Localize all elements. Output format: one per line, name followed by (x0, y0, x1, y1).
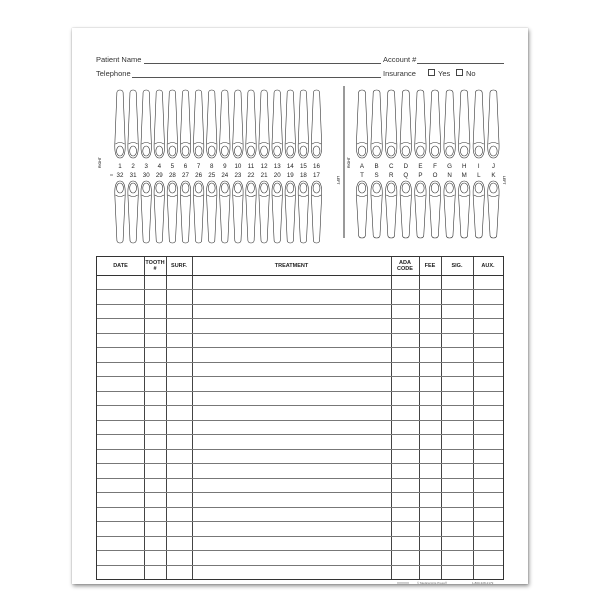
table-row[interactable] (97, 333, 503, 334)
tooth-letter-D: D (403, 163, 409, 170)
tooth-number-11: 11 (247, 163, 255, 170)
tooth-number-8: 8 (209, 163, 214, 170)
table-row[interactable] (97, 405, 503, 406)
tooth-letter-P: P (418, 172, 423, 179)
primary-lower-tooth-S[interactable] (371, 181, 382, 238)
primary-upper-tooth-E[interactable] (415, 90, 426, 158)
lower-tooth-32[interactable] (115, 181, 125, 243)
lower-tooth-19[interactable] (285, 181, 295, 243)
table-row[interactable] (97, 449, 503, 450)
lower-tooth-17[interactable] (311, 181, 321, 243)
tooth-letter-M: M (461, 172, 467, 179)
treatment-table (96, 256, 504, 580)
upper-tooth-1[interactable] (115, 90, 125, 158)
tooth-letter-T: T (360, 172, 364, 179)
insurance-no-label: No (466, 69, 476, 78)
primary-lower-tooth-N[interactable] (444, 181, 455, 238)
primary-upper-tooth-F[interactable] (429, 90, 440, 158)
tooth-letter-F: F (433, 163, 437, 170)
tooth-number-21: 21 (260, 172, 268, 179)
tooth-number-25: 25 (208, 172, 216, 179)
table-row[interactable] (97, 521, 503, 522)
primary-right-side-label: RIGHT (347, 157, 351, 168)
header-divider (97, 275, 503, 276)
tooth-number-12: 12 (260, 163, 268, 170)
lower-tooth-24[interactable] (220, 181, 230, 243)
table-row[interactable] (97, 391, 503, 392)
table-row[interactable] (97, 376, 503, 377)
lower-tooth-26[interactable] (193, 181, 203, 243)
lower-tooth-22[interactable] (246, 181, 256, 243)
table-row[interactable] (97, 289, 503, 290)
lower-tooth-28[interactable] (167, 181, 177, 243)
tooth-number-6: 6 (183, 163, 188, 170)
tooth-number-26: 26 (195, 172, 203, 179)
patient-name-label: Patient Name (96, 55, 142, 64)
tooth-number-18: 18 (299, 172, 307, 179)
tooth-number-15: 15 (299, 163, 307, 170)
tooth-number-2: 2 (131, 163, 135, 170)
table-row[interactable] (97, 318, 503, 319)
upper-tooth-5[interactable] (167, 90, 177, 158)
tooth-letter-J: J (491, 163, 495, 170)
upper-tooth-6[interactable] (180, 90, 190, 158)
lower-tooth-31[interactable] (128, 181, 138, 243)
table-row[interactable] (97, 304, 503, 305)
dental-chart-form (72, 28, 528, 584)
tooth-number-32: 32 (116, 172, 124, 179)
upper-tooth-15[interactable] (298, 90, 308, 158)
tooth-number-16: 16 (313, 163, 320, 170)
upper-tooth-8[interactable] (206, 90, 216, 158)
tooth-number-29: 29 (155, 172, 163, 179)
header-treatment: TREATMENT (274, 263, 309, 269)
tooth-letter-C: C (388, 163, 394, 170)
table-row[interactable] (97, 434, 503, 435)
lower-tooth-25[interactable] (206, 181, 216, 243)
column-divider (192, 257, 193, 579)
left-side-label: LEFT (336, 176, 340, 185)
primary-upper-tooth-A[interactable] (356, 90, 367, 158)
tooth-number-23: 23 (234, 172, 242, 179)
tooth-number-5: 5 (170, 163, 175, 170)
tooth-number-7: 7 (196, 163, 201, 170)
telephone-label: Telephone (96, 69, 131, 78)
insurance-label: Insurance (383, 69, 416, 78)
tooth-letter-N: N (447, 172, 452, 179)
primary-lower-tooth-R[interactable] (386, 181, 397, 238)
table-row[interactable] (97, 550, 503, 551)
tooth-number-24: 24 (221, 172, 229, 179)
tooth-number-20: 20 (273, 172, 281, 179)
upper-tooth-16[interactable] (311, 90, 321, 158)
right-side-label: RIGHT (98, 157, 102, 168)
tooth-letter-K: K (491, 172, 496, 179)
primary-left-side-label: LEFT (502, 176, 506, 185)
primary-upper-tooth-D[interactable] (400, 90, 411, 158)
primary-upper-tooth-C[interactable] (386, 90, 397, 158)
tooth-letter-B: B (374, 163, 379, 170)
tooth-letter-G: G (447, 163, 453, 170)
header-date: DATE (113, 263, 128, 269)
column-divider (144, 257, 145, 579)
lower-tooth-27[interactable] (180, 181, 190, 243)
header-aux: AUX. (481, 263, 495, 269)
header-fee: FEE (424, 263, 436, 269)
tooth-number-13: 13 (273, 163, 281, 170)
insurance-yes-label: Yes (438, 69, 451, 78)
primary-upper-tooth-B[interactable] (371, 90, 382, 158)
column-divider (419, 257, 420, 579)
upper-tooth-12[interactable] (259, 90, 269, 158)
publisher-phone: 1-800-328-2179 (472, 581, 494, 585)
table-row[interactable] (97, 536, 503, 537)
tooth-number-1: 1 (118, 163, 122, 170)
tooth-letter-L: L (477, 172, 481, 179)
tooth-number-9: 9 (223, 163, 227, 170)
tooth-number-10: 10 (234, 163, 242, 170)
header-tooth: TOOTH # (145, 260, 165, 272)
header-sig: SIG. (451, 263, 463, 269)
primary-lower-tooth-L[interactable] (473, 181, 484, 238)
publisher-copyright: © Medical Arts Press® (417, 581, 448, 585)
table-row[interactable] (97, 420, 503, 421)
primary-upper-tooth-J[interactable] (488, 90, 499, 158)
header-surface: SURF. (171, 263, 187, 269)
tooth-letter-O: O (432, 172, 438, 179)
tooth-letter-E: E (418, 163, 423, 170)
column-divider (391, 257, 392, 579)
table-row[interactable] (97, 492, 503, 493)
upper-tooth-2[interactable] (128, 90, 138, 158)
tooth-number-3: 3 (144, 163, 148, 170)
tooth-number-17: 17 (313, 172, 320, 179)
tooth-number-19: 19 (286, 172, 294, 179)
primary-upper-tooth-I[interactable] (473, 90, 484, 158)
upper-tooth-9[interactable] (220, 90, 230, 158)
tooth-letter-S: S (374, 172, 379, 179)
tooth-letter-R: R (388, 172, 394, 179)
table-row[interactable] (97, 347, 503, 348)
tooth-letter-A: A (359, 163, 365, 170)
lower-tooth-20[interactable] (272, 181, 282, 243)
primary-lower-tooth-T[interactable] (356, 181, 367, 238)
primary-lower-tooth-Q[interactable] (400, 181, 411, 238)
table-row[interactable] (97, 478, 503, 479)
upper-tooth-10[interactable] (233, 90, 243, 158)
lower-tooth-23[interactable] (233, 181, 243, 243)
tooth-number-22: 22 (247, 172, 255, 179)
column-divider (441, 257, 442, 579)
primary-lower-tooth-P[interactable] (415, 181, 426, 238)
tooth-number-31: 31 (129, 172, 137, 179)
account-label: Account # (383, 55, 417, 64)
lower-tooth-29[interactable] (154, 181, 164, 243)
primary-lower-tooth-M[interactable] (459, 181, 470, 238)
tooth-number-30: 30 (142, 172, 150, 179)
primary-upper-tooth-H[interactable] (459, 90, 470, 158)
tooth-letter-H: H (461, 163, 467, 170)
tooth-number-labels (110, 163, 496, 179)
upper-tooth-14[interactable] (285, 90, 295, 158)
tooth-number-28: 28 (168, 172, 176, 179)
lower-tooth-30[interactable] (141, 181, 151, 243)
upper-tooth-3[interactable] (141, 90, 151, 158)
tooth-number-27: 27 (182, 172, 189, 179)
lower-tooth-18[interactable] (298, 181, 308, 243)
tooth-number-4: 4 (157, 163, 162, 170)
upper-tooth-7[interactable] (193, 90, 203, 158)
tooth-number-14: 14 (286, 163, 294, 170)
table-row[interactable] (97, 463, 503, 464)
tooth-letter-I: I (477, 163, 480, 170)
form-number: XXXXXX (397, 581, 410, 585)
table-row[interactable] (97, 565, 503, 566)
tooth-chart (72, 28, 528, 258)
primary-lower-tooth-O[interactable] (429, 181, 440, 238)
header-ada-code: ADA CODE (397, 260, 413, 272)
table-row[interactable] (97, 362, 503, 363)
primary-upper-tooth-G[interactable] (444, 90, 455, 158)
column-divider (166, 257, 167, 579)
table-row[interactable] (97, 507, 503, 508)
upper-tooth-11[interactable] (246, 90, 256, 158)
lower-tooth-21[interactable] (259, 181, 269, 243)
tooth-letter-Q: Q (403, 172, 409, 179)
primary-lower-tooth-K[interactable] (488, 181, 499, 238)
upper-tooth-13[interactable] (272, 90, 282, 158)
upper-tooth-4[interactable] (154, 90, 164, 158)
column-divider (473, 257, 474, 579)
